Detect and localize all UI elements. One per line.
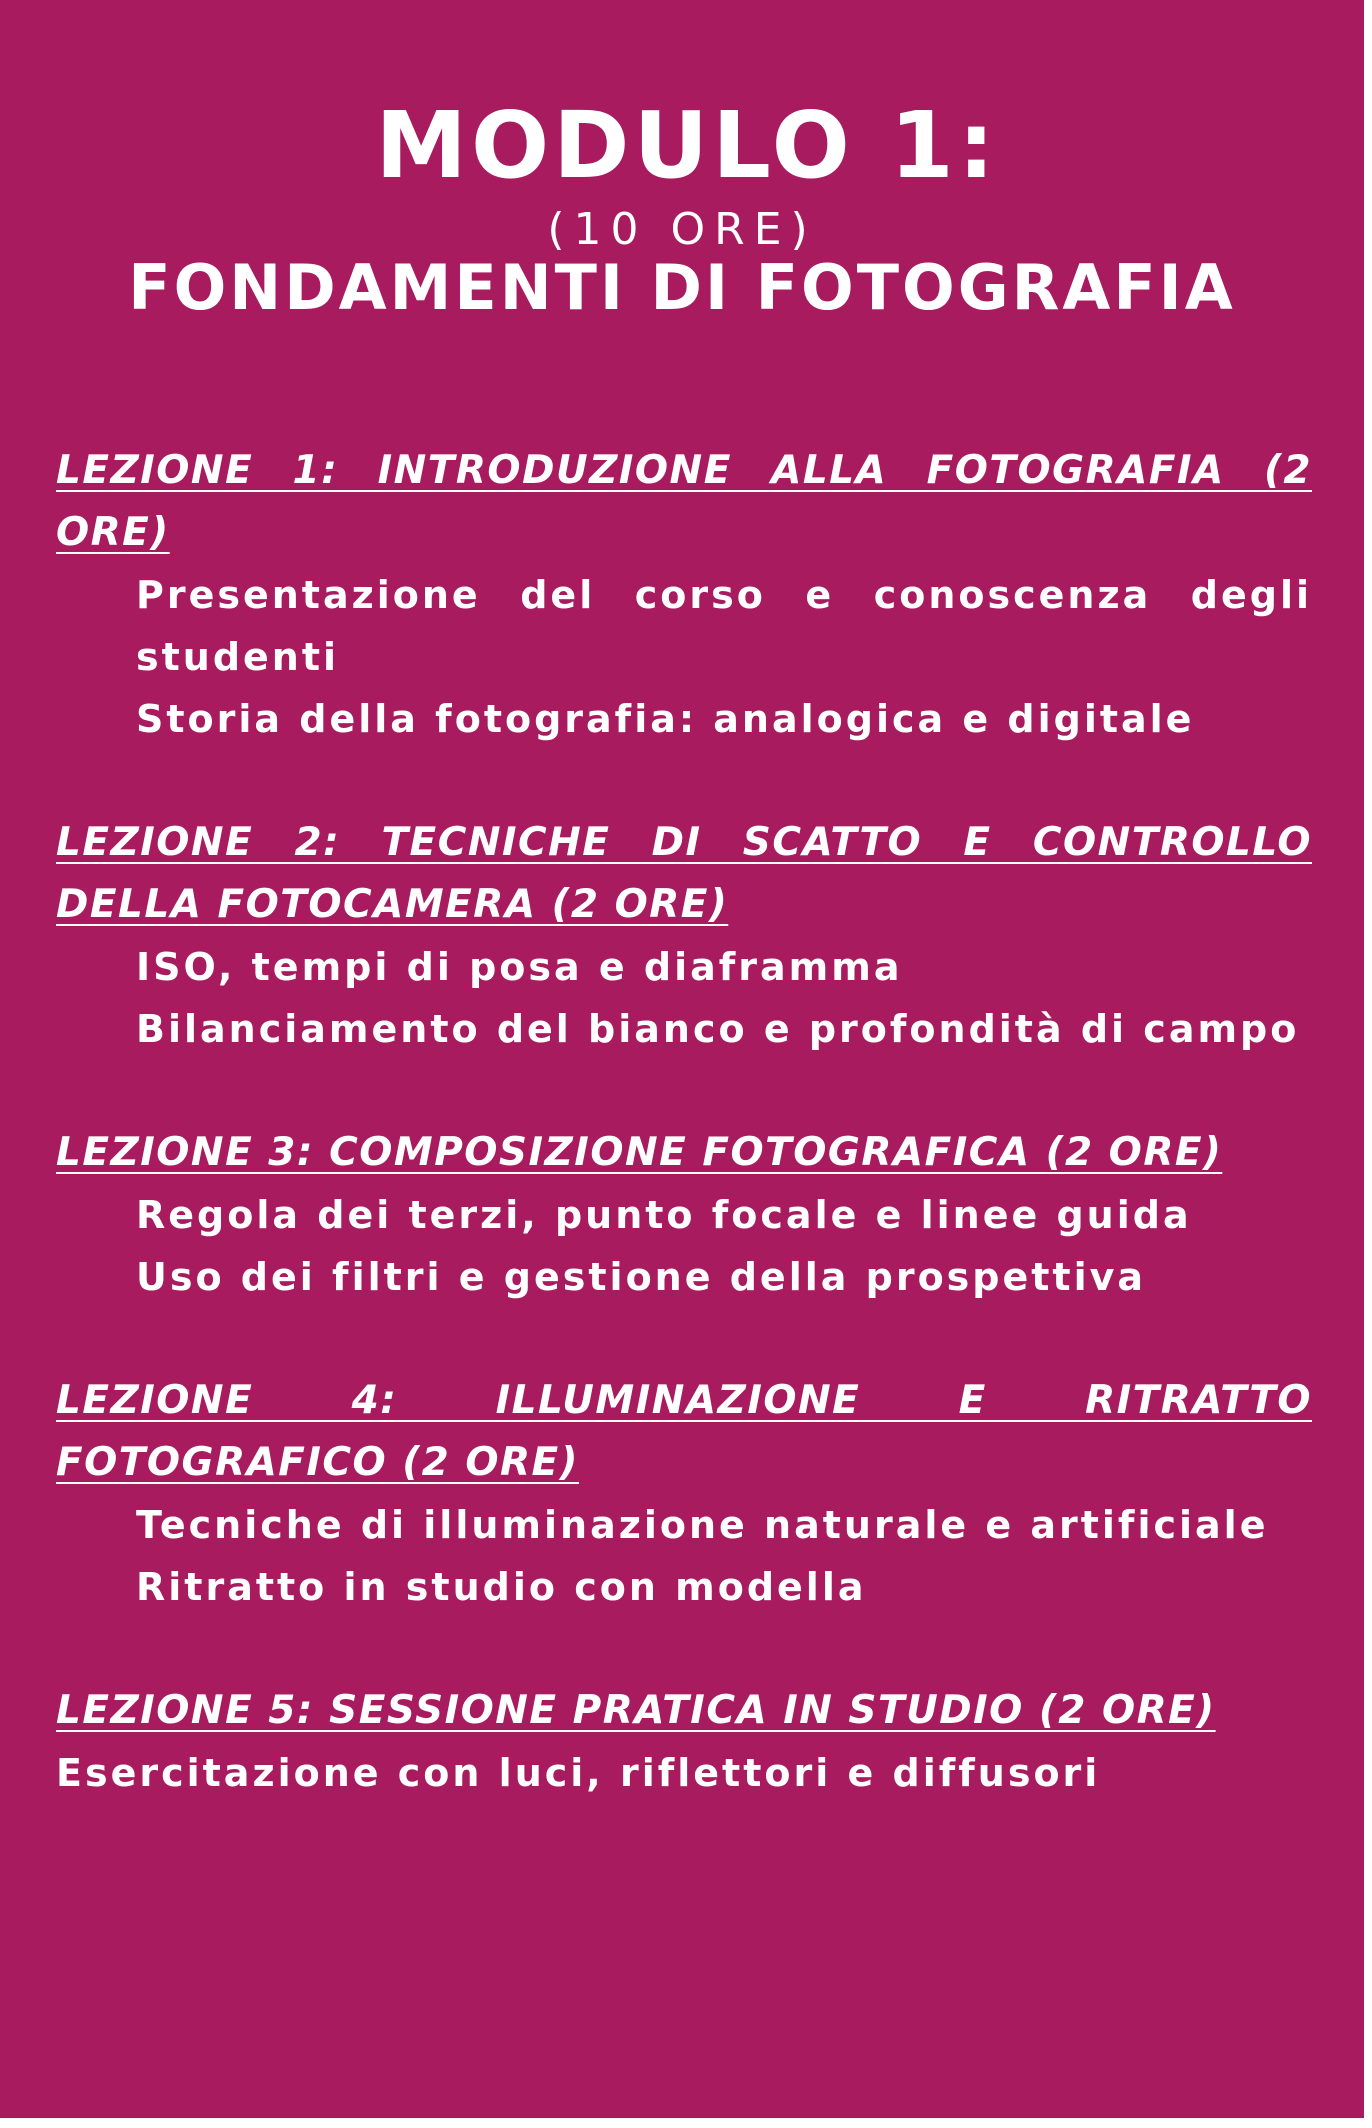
- lesson-topic: Tecniche di illuminazione naturale e artificiale: [136, 1503, 1269, 1547]
- lesson-topic: Presentazione del corso e conoscenza degli studenti: [136, 573, 1312, 679]
- lesson-topics: [56, 1494, 1312, 1618]
- lesson-topic: ISO, tempi di posa e diaframma: [136, 945, 903, 989]
- lesson-topic: Esercitazione con luci, riflettori e diffusori: [56, 1751, 1101, 1795]
- lesson-3: [56, 1122, 1312, 1308]
- lesson-title: LEZIONE 2: TECNICHE DI SCATTO E CONTROLLO DELLA FOTOCAMERA (2 ORE): [56, 820, 1312, 927]
- lesson-title: LEZIONE 5: SESSIONE PRATICA IN STUDIO (2 ORE): [56, 1688, 1216, 1733]
- lesson-title: LEZIONE 4: ILLUMINAZIONE E RITRATTO FOTOGRAFICO (2 ORE): [56, 1378, 1312, 1485]
- lesson-4: [56, 1370, 1312, 1618]
- module-hours: (10 ORE): [547, 204, 817, 255]
- lesson-topic: Uso dei filtri e gestione della prospettiva: [136, 1255, 1147, 1299]
- lesson-2: [56, 812, 1312, 1060]
- lesson-list: [56, 440, 1312, 1866]
- lesson-topics: [56, 564, 1312, 750]
- lesson-title: LEZIONE 1: INTRODUZIONE ALLA FOTOGRAFIA (2 ORE): [56, 448, 1312, 555]
- module-title: MODULO 1:: [375, 92, 999, 199]
- lesson-topic: Bilanciamento del bianco e profondità di campo: [136, 1007, 1300, 1051]
- lesson-5: [56, 1680, 1312, 1804]
- module-subtitle: FONDAMENTI DI FOTOGRAFIA: [128, 251, 1236, 324]
- lesson-topics: [56, 1742, 1312, 1804]
- lesson-topic: Storia della fotografia: analogica e digitale: [136, 697, 1195, 741]
- lesson-1: [56, 440, 1312, 750]
- lesson-topics: [56, 1184, 1312, 1308]
- lesson-title: LEZIONE 3: COMPOSIZIONE FOTOGRAFICA (2 ORE): [56, 1130, 1223, 1175]
- lesson-topic: Regola dei terzi, punto focale e linee guida: [136, 1193, 1192, 1237]
- lesson-topics: [56, 936, 1312, 1060]
- lesson-topic: Ritratto in studio con modella: [136, 1565, 867, 1609]
